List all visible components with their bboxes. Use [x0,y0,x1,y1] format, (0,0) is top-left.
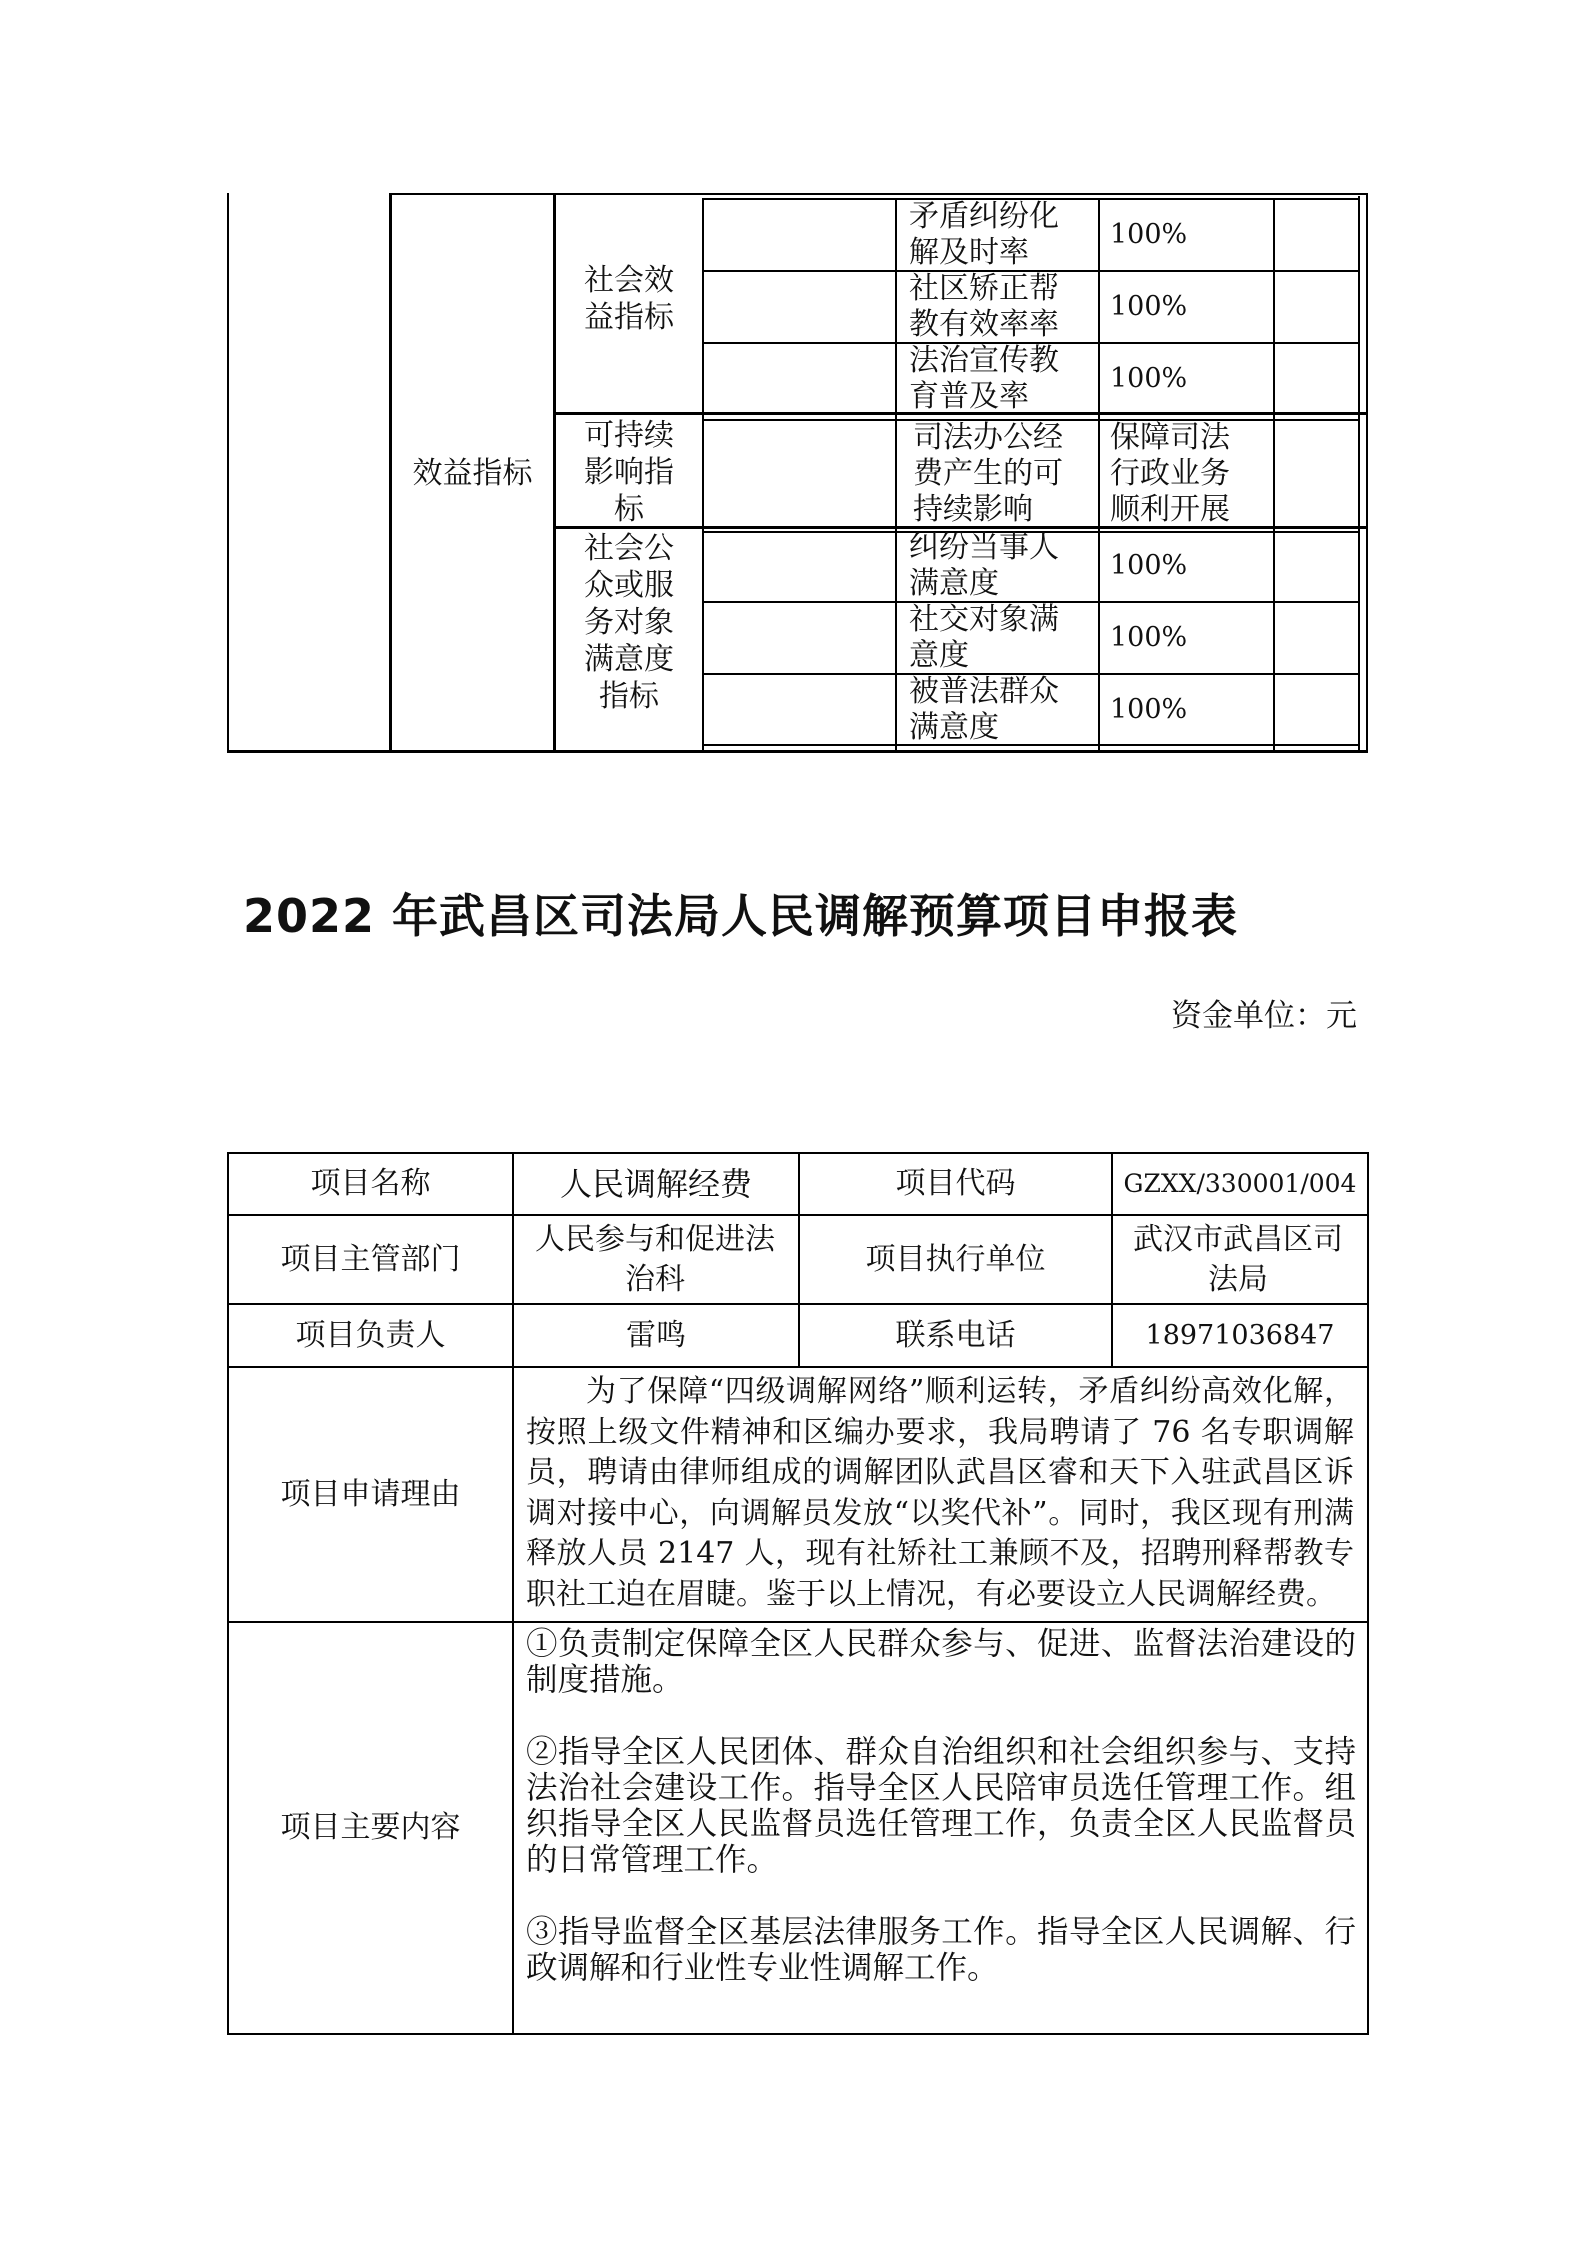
project-name-value: 人民调解经费 [559,1165,752,1203]
reason-label: 项目申请理由 [280,1476,461,1512]
value-cell: 100% [1110,291,1188,322]
value-cell: 保障司法行政业务顺利开展 [1110,420,1230,527]
indicator-cell: 矛盾纠纷化解及时率 [909,199,1059,270]
value-cell: 100% [1110,622,1188,653]
value-cell: 100% [1110,550,1188,581]
category-label: 效益指标 [412,456,533,491]
value-cell: 100% [1110,694,1188,725]
content-label: 项目主要内容 [280,1810,461,1845]
phone-value: 18971036847 [1145,1319,1335,1351]
group-label-social-benefit: 社会效益指标 [584,263,674,335]
list-item: ③指导监督全区基层法律服务工作。指导全区人民调解、行政调解和行业性专业性调解工作。 [526,1914,1356,1986]
indicator-cell: 被普法群众满意度 [909,674,1059,745]
value-cell: 100% [1110,363,1188,394]
phone-label: 联系电话 [895,1317,1016,1353]
indicator-cell: 社交对象满意度 [909,602,1059,673]
leader-label: 项目负责人 [295,1317,446,1353]
leader-value: 雷鸣 [626,1317,686,1353]
value-cell: 100% [1110,219,1188,250]
indicator-cell: 纠纷当事人满意度 [909,530,1059,601]
indicator-cell: 司法办公经费产生的可持续影响 [913,420,1063,527]
exec-value: 武汉市武昌区司法局 [1133,1221,1343,1297]
indicator-cell: 法治宣传教育普及率 [909,343,1059,414]
page-title: 2022 年武昌区司法局人民调解预算项目申报表 [243,889,1239,943]
dept-label: 项目主管部门 [280,1241,461,1277]
indicator-cell: 社区矫正帮教有效率率 [909,271,1059,342]
project-code-label: 项目代码 [895,1166,1016,1201]
list-item: ①负责制定保障全区人民群众参与、促进、监督法治建设的制度措施。 [526,1626,1356,1698]
list-item: ②指导全区人民团体、群众自治组织和社会组织参与、支持法治社会建设工作。指导全区人民陪审员选任管理工作。组织指导全区人民监督员选任管理工作，负责全区人民监督员的日常管理工作。 [526,1734,1356,1878]
group-label-satisfaction: 社会公众或服务对象满意度指标 [584,531,674,714]
exec-label: 项目执行单位 [865,1241,1046,1277]
project-code-value: GZXX/330001/004 [1123,1169,1357,1198]
currency-unit: 资金单位：元 [1171,998,1357,1034]
reason-text: 为了保障“四级调解网络”顺利运转，矛盾纠纷高效化解，按照上级文件精神和区编办要求，我局聘请了 76 名专职调解员，聘请由律师组成的调解团队武昌区睿和天下入驻武昌区诉调对接中心，向调解员发放“以奖代补”。同时，我区现有刑满释放人员 2147 人，现有社矫社工兼顾不及，招聘刑释帮教专职社工迫在眉睫。鉴于以上情况，有必要设立人民调解经费。 [526,1374,1354,1612]
project-name-label: 项目名称 [310,1166,431,1201]
content-list [526,1626,1356,2022]
dept-value: 人民参与和促进法治科 [535,1221,775,1297]
group-label-sustainable: 可持续影响指标 [584,417,674,527]
